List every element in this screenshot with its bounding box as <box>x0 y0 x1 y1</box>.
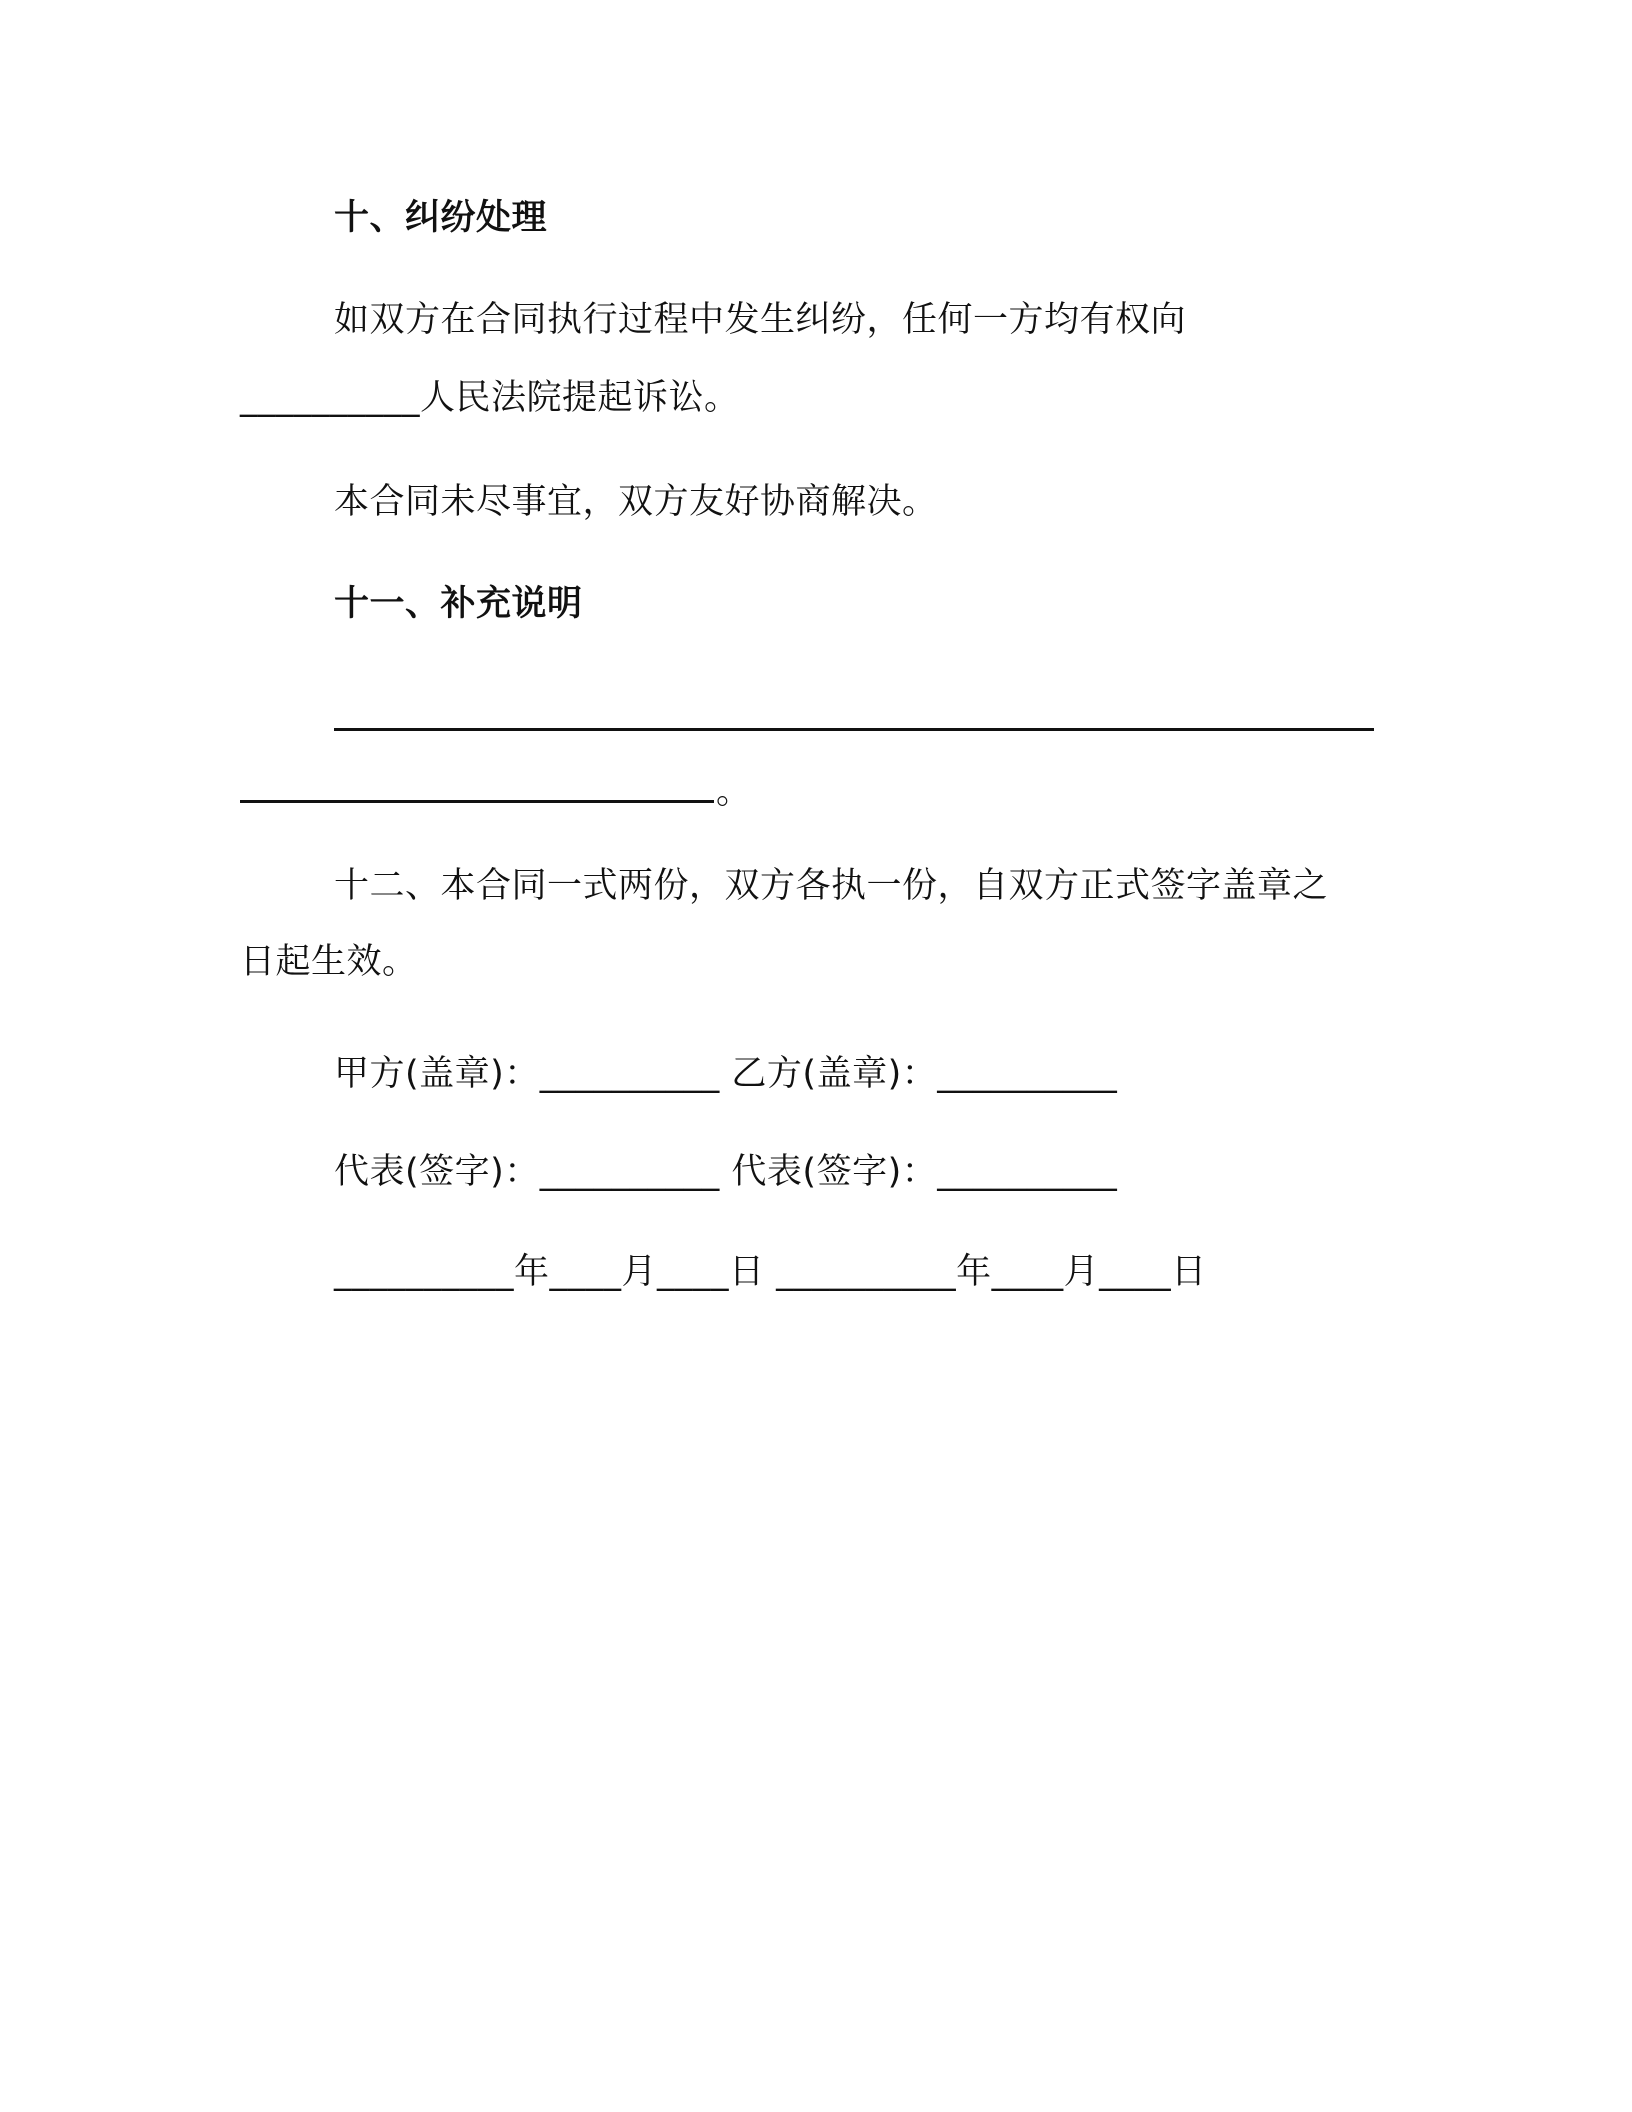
signature-seal-row: 甲方(盖章)：__________ 乙方(盖章)：__________ <box>334 1054 1118 1094</box>
section-10-heading: 十、纠纷处理 <box>334 198 548 238</box>
section-12-line-1: 十二、本合同一式两份，双方各执一份，自双方正式签字盖章之 <box>334 866 1329 906</box>
signature-date-row: __________年____月____日 __________年____月____日 <box>334 1252 1207 1292</box>
section-10-paragraph-2: 本合同未尽事宜，双方友好协商解决。 <box>334 482 938 522</box>
section-10-paragraph-line-1: 如双方在合同执行过程中发生纠纷，任何一方均有权向 <box>334 300 1187 340</box>
section-10-paragraph-line-2: __________人民法院提起诉讼。 <box>240 378 740 418</box>
section-12-line-2: 日起生效。 <box>240 942 418 982</box>
supplement-line-end: 。 <box>716 772 752 812</box>
supplement-blank-line-1 <box>334 728 1374 731</box>
supplement-blank-line-2 <box>240 800 714 803</box>
section-11-heading: 十一、补充说明 <box>334 584 583 624</box>
signature-representative-row: 代表(签字)：__________ 代表(签字)：__________ <box>334 1152 1118 1192</box>
